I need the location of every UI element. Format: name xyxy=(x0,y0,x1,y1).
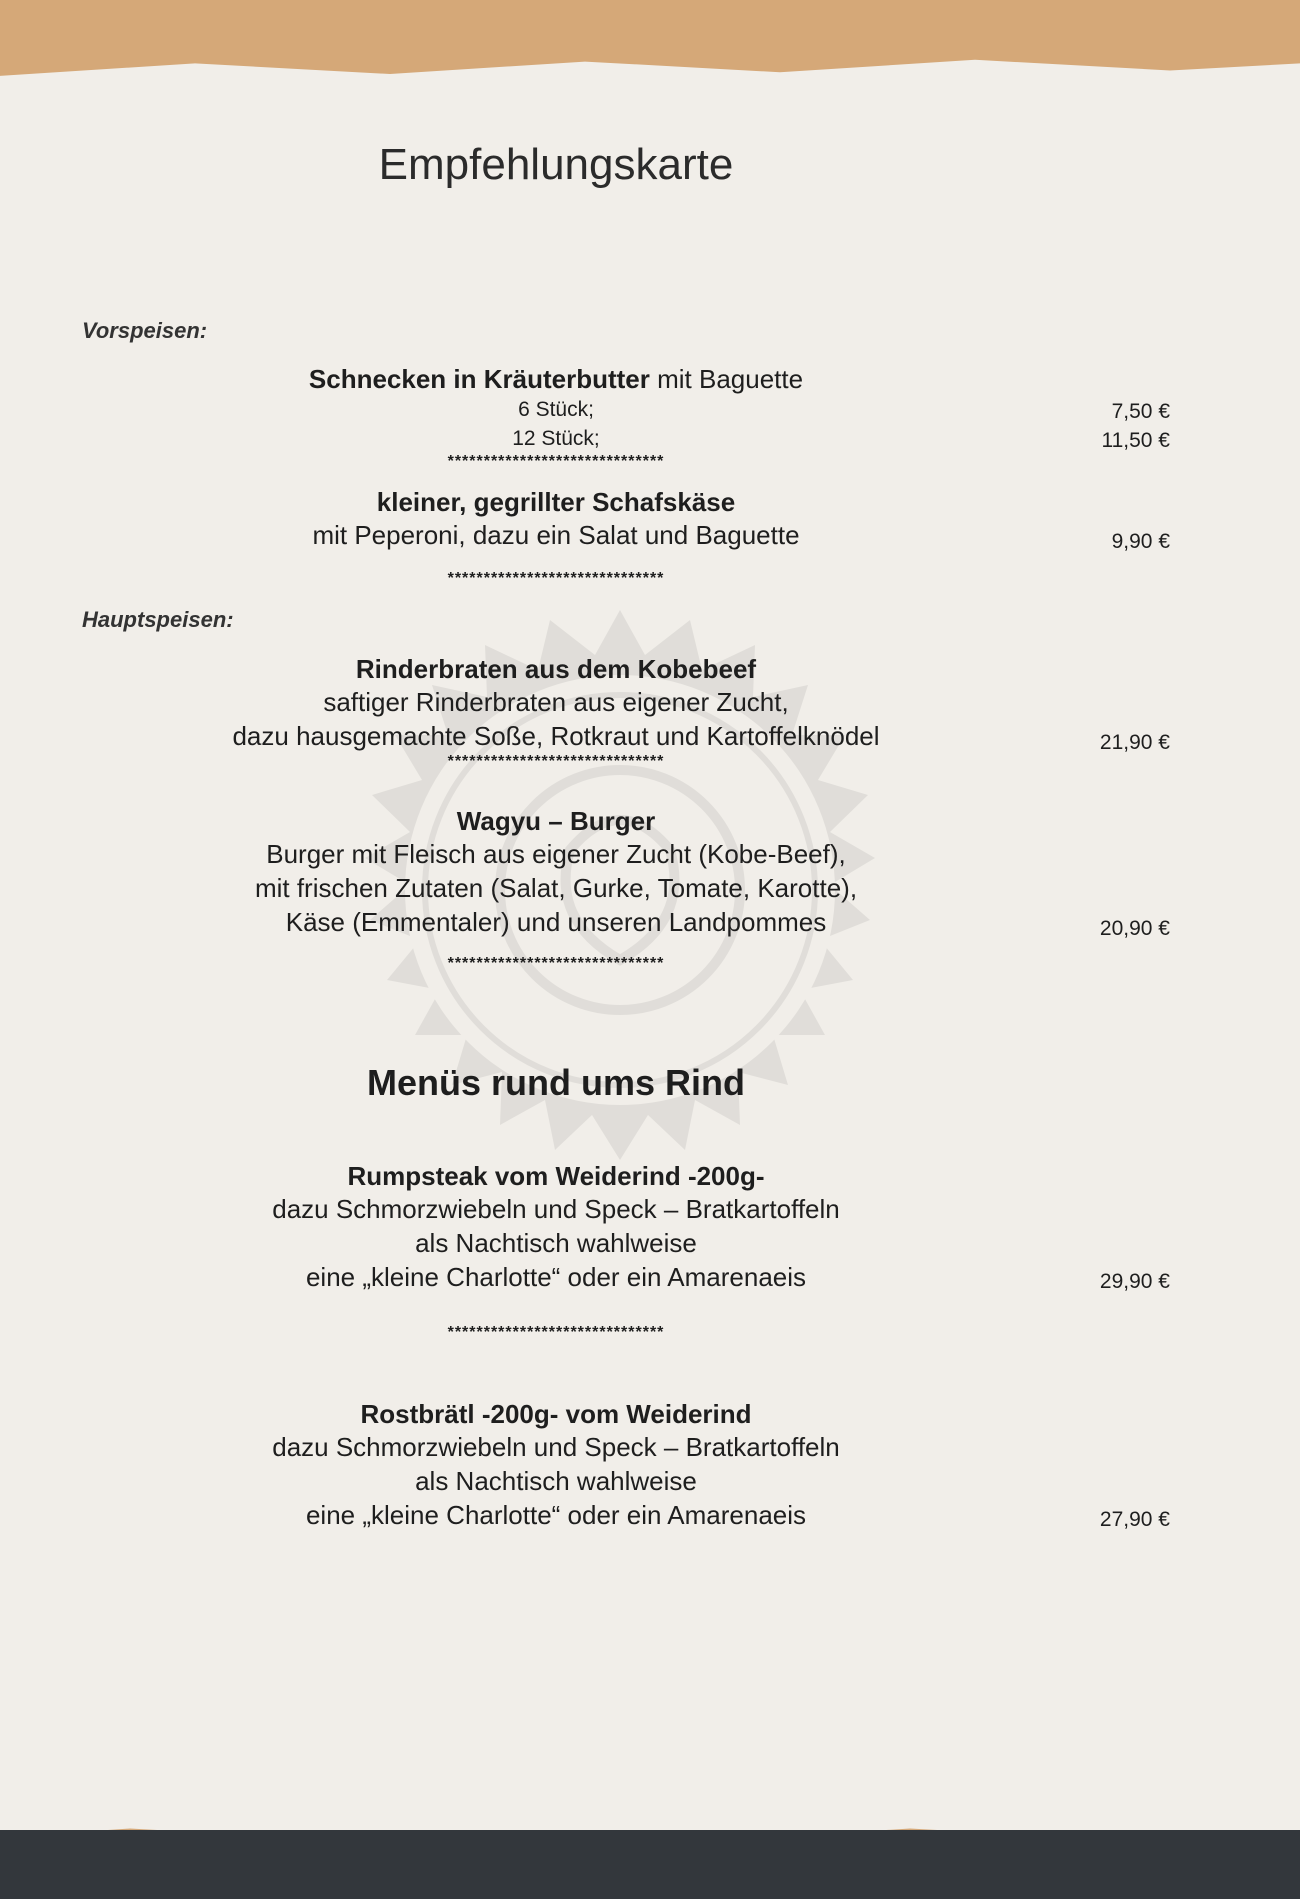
section-title-menues: Menüs rund ums Rind xyxy=(367,1062,745,1103)
menu-rumpsteak xyxy=(0,1161,1112,1342)
dish-schafskaese-name: kleiner, gegrillter Schafskäse xyxy=(376,487,736,517)
price-rumpsteak: 29,90 € xyxy=(1099,1270,1170,1293)
dish-wagyu-desc-3: Käse (Emmentaler) und unseren Landpommes xyxy=(285,907,827,937)
section-label-vorspeisen: Vorspeisen: xyxy=(82,318,208,343)
dish-schnecken-variant-6: 6 Stück; xyxy=(518,398,594,421)
dish-schafskaese-desc: mit Peperoni, dazu ein Salat und Baguette xyxy=(312,520,800,550)
dish-schnecken-name-rest: mit Baguette xyxy=(649,364,804,394)
dish-schnecken xyxy=(0,364,1112,471)
menu-rostbraetl-name: Rostbrätl -200g- vom Weiderind xyxy=(360,1399,752,1429)
price-schafskaese: 9,90 € xyxy=(1111,530,1170,553)
price-wagyu: 20,90 € xyxy=(1099,917,1170,940)
menu-rostbraetl-desc-3: eine „kleine Charlotte“ oder ein Amarenaeis xyxy=(305,1500,807,1530)
separator: ****************************** xyxy=(447,753,665,770)
dish-schafskaese xyxy=(0,487,1112,588)
price-schnecken-6: 7,50 € xyxy=(1111,400,1170,423)
dish-schnecken-name: Schnecken in Kräuterbutter xyxy=(308,364,650,394)
dish-wagyu-desc-1: Burger mit Fleisch aus eigener Zucht (Kobe-Beef), xyxy=(266,839,846,869)
price-rostbraetl: 27,90 € xyxy=(1099,1508,1170,1531)
dish-rinderbraten xyxy=(0,654,1112,771)
menu-rumpsteak-desc-3: eine „kleine Charlotte“ oder ein Amarenaeis xyxy=(305,1262,807,1292)
dish-rinderbraten-desc-2: dazu hausgemachte Soße, Rotkraut und Kartoffelknödel xyxy=(232,721,880,751)
dish-schnecken-variant-12: 12 Stück; xyxy=(512,427,600,450)
dish-schnecken-title xyxy=(0,364,1112,395)
separator: ****************************** xyxy=(447,955,665,972)
menu-rumpsteak-name: Rumpsteak vom Weiderind -200g- xyxy=(347,1161,765,1191)
menu-rostbraetl-desc-2: als Nachtisch wahlweise xyxy=(415,1466,697,1496)
separator: ****************************** xyxy=(447,1324,665,1341)
dish-rinderbraten-desc-1: saftiger Rinderbraten aus eigener Zucht, xyxy=(323,687,789,717)
menu-rumpsteak-desc-1: dazu Schmorzwiebeln und Speck – Bratkartoffeln xyxy=(272,1194,840,1224)
dish-wagyu xyxy=(0,806,1112,973)
price-rinderbraten: 21,90 € xyxy=(1099,731,1170,754)
dish-wagyu-name: Wagyu – Burger xyxy=(456,806,656,836)
bottom-band xyxy=(0,1830,1300,1899)
page-title: Empfehlungskarte xyxy=(378,140,734,189)
separator: ****************************** xyxy=(447,453,665,470)
price-schnecken-12: 11,50 € xyxy=(1101,429,1170,452)
dish-rinderbraten-name: Rinderbraten aus dem Kobebeef xyxy=(355,654,757,684)
section-label-hauptspeisen: Hauptspeisen: xyxy=(82,607,234,632)
menu-rumpsteak-desc-2: als Nachtisch wahlweise xyxy=(415,1228,697,1258)
separator: ****************************** xyxy=(447,570,665,587)
dish-wagyu-desc-2: mit frischen Zutaten (Salat, Gurke, Tomate, Karotte), xyxy=(254,873,858,903)
menu-rostbraetl-desc-1: dazu Schmorzwiebeln und Speck – Bratkartoffeln xyxy=(272,1432,840,1462)
menu-rostbraetl xyxy=(0,1399,1112,1532)
